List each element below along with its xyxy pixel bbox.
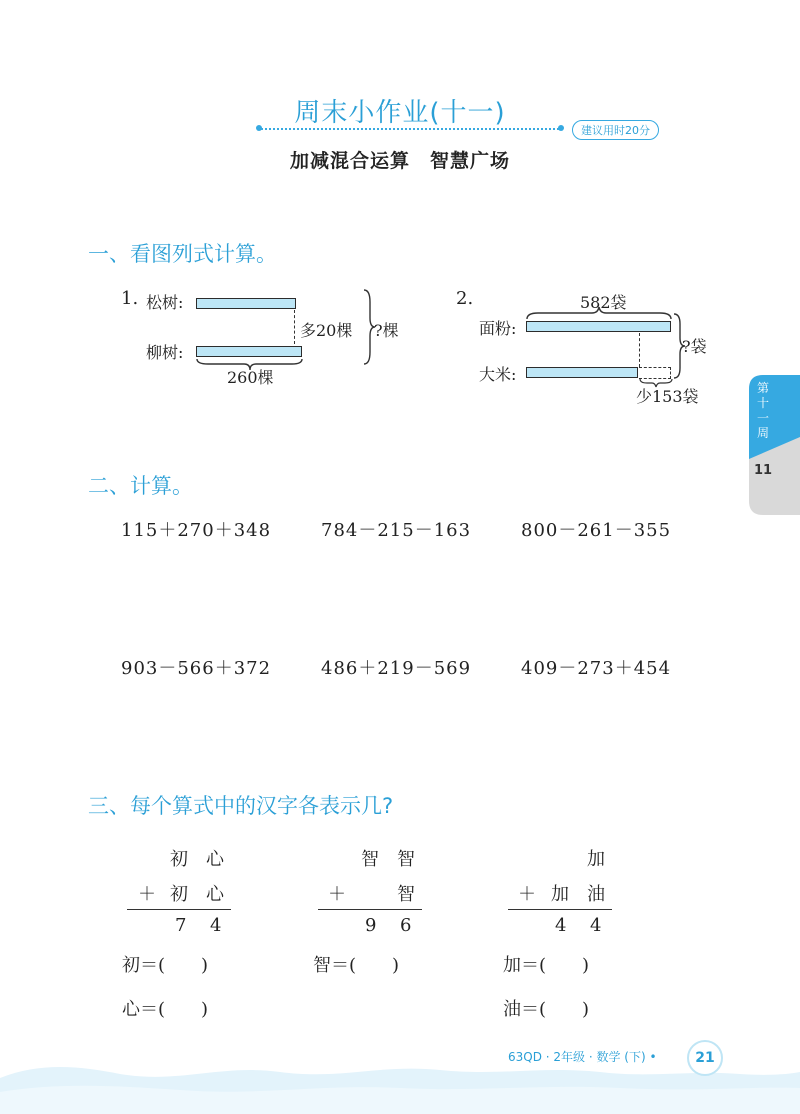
side-tab-week-text: 第 十 一 周: [756, 381, 769, 440]
puzzle2-mid-ones: 智: [397, 884, 415, 905]
puzzle3-top-ones: 加: [587, 849, 605, 870]
puzzle1-result-ones: 4: [210, 915, 222, 936]
puzzle1-plus: ＋: [138, 884, 156, 905]
puzzle2-top-ones: 智: [397, 849, 415, 870]
page-title: 周末小作业(十一): [294, 98, 506, 128]
problem2-label-rice: 大米:: [479, 365, 517, 384]
problem1-diff-line: [294, 310, 295, 344]
problem2-bar-flour: [526, 321, 671, 332]
problem1-number: 1.: [121, 288, 139, 309]
expression-2: 784－215－163: [321, 520, 472, 541]
puzzle2-answer-1[interactable]: 智＝( ): [313, 955, 400, 976]
problem1-label-pine: 松树:: [146, 293, 184, 312]
problem2-dash-vertical: [639, 333, 640, 367]
puzzle2-result-tens: 9: [365, 915, 377, 936]
puzzle3-answer-1[interactable]: 加＝( ): [503, 955, 590, 976]
problem2-top-brace: [526, 306, 672, 320]
puzzle1-result-tens: 7: [175, 915, 187, 936]
puzzle2-top-tens: 智: [361, 849, 379, 870]
problem1-diff-label: 多20棵: [300, 321, 353, 340]
puzzle1-top-tens: 初: [170, 849, 188, 870]
section2-title: 二、计算。: [88, 474, 193, 498]
problem1-bar-willow: [196, 346, 302, 357]
puzzle1-answer-2[interactable]: 心＝( ): [122, 999, 209, 1020]
problem1-question: ?棵: [374, 321, 399, 340]
puzzle3-mid-ones: 油: [587, 884, 605, 905]
footer-wave: [0, 1044, 800, 1114]
puzzle1-answer-1[interactable]: 初＝( ): [122, 955, 209, 976]
problem2-question: ?袋: [682, 337, 707, 356]
problem1-bottom-label: 260棵: [227, 368, 274, 387]
expression-1: 115＋270＋348: [121, 520, 272, 541]
puzzle3-result-ones: 4: [590, 915, 602, 936]
expression-3: 800－261－355: [521, 520, 672, 541]
divider-dot-right: [558, 125, 564, 131]
puzzle1-mid-ones: 心: [206, 884, 224, 905]
puzzle3-sum-line: [508, 909, 612, 910]
footer-book-info: 63QD · 2年级 · 数学 (下) •: [508, 1050, 657, 1064]
title-divider: [258, 128, 562, 130]
puzzle2-sum-line: [318, 909, 422, 910]
expression-4: 903－566＋372: [121, 658, 272, 679]
problem1-label-willow: 柳树:: [146, 343, 184, 362]
section1-title: 一、看图列式计算。: [88, 242, 277, 266]
time-badge: 建议用时20分: [572, 120, 659, 140]
puzzle2-result-ones: 6: [400, 915, 412, 936]
expression-5: 486＋219－569: [321, 658, 472, 679]
puzzle2-plus: ＋: [328, 884, 346, 905]
problem1-bar-pine: [196, 298, 296, 309]
week-side-tab: [745, 375, 800, 515]
page-number: 21: [687, 1040, 723, 1076]
side-tab-week-number: 11: [753, 463, 773, 478]
puzzle1-top-ones: 心: [206, 849, 224, 870]
puzzle1-mid-tens: 初: [170, 884, 188, 905]
problem2-top-label: 582袋: [580, 293, 627, 312]
page-subtitle: 加减混合运算 智慧广场: [289, 150, 510, 172]
puzzle1-sum-line: [127, 909, 231, 910]
problem2-label-flour: 面粉:: [479, 319, 517, 338]
problem2-bar-rice: [526, 367, 638, 378]
puzzle3-mid-tens: 加: [551, 884, 569, 905]
puzzle3-answer-2[interactable]: 油＝( ): [503, 999, 590, 1020]
divider-dot-left: [256, 125, 262, 131]
puzzle3-result-tens: 4: [555, 915, 567, 936]
puzzle3-plus: ＋: [518, 884, 536, 905]
expression-6: 409－273＋454: [521, 658, 672, 679]
problem2-number: 2.: [456, 288, 474, 309]
section3-title: 三、每个算式中的汉字各表示几?: [88, 794, 394, 818]
problem2-diff-label: 少153袋: [636, 387, 699, 406]
